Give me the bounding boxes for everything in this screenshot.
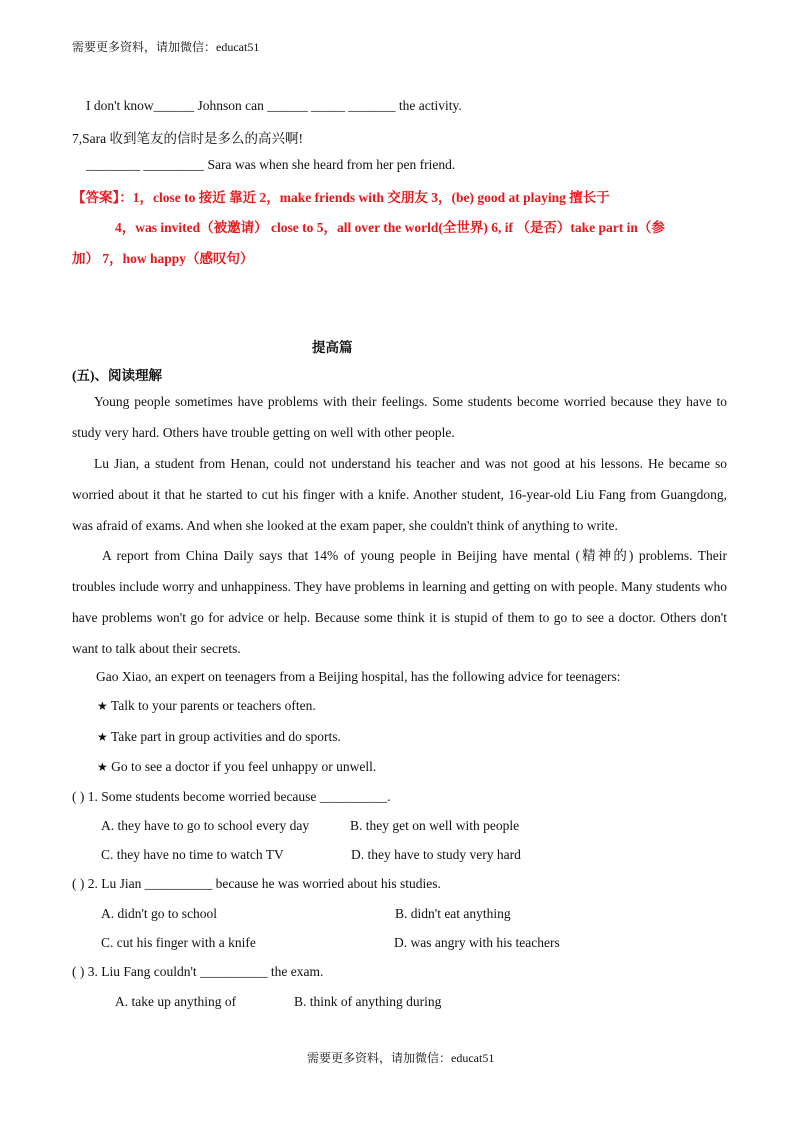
star-icon: ★ [97, 760, 108, 774]
answer-key-line-3: 加） 7，how happy（感叹句） [72, 251, 254, 266]
section-title: 提高篇 [312, 340, 353, 355]
question-1-option-d: D. they have to study very hard [351, 847, 521, 862]
question-3-stem: ( ) 3. Liu Fang couldn't __________ the exam. [72, 964, 324, 979]
question-1-option-b: B. they get on well with people [350, 818, 520, 833]
paragraph-text: A report from China Daily says that 14% of young people in Beijing have mental (精神的) problems. Their troubles include worry and unhappiness. They have problems in learning and getting on with people. Many students who have problems won't go for advice or help. Because some think it is stupid of them to go to see a doctor. Others don't want to talk about their secrets. [72, 548, 727, 656]
passage-paragraph-2 [72, 448, 727, 541]
question-2-option-c: C. cut his finger with a knife [101, 935, 256, 950]
paragraph-text: Lu Jian, a student from Henan, could not understand his teacher and was not good at his lessons. He became so worried about it that he started to cut his finger with a knife. Another student, 16-year-old Liu Fang from Guangdong, was afraid of exams. And when she looked at the exam paper, she couldn't think of anything to write. [72, 456, 727, 533]
star-icon: ★ [97, 730, 108, 744]
passage-paragraph-1 [72, 386, 727, 448]
passage-paragraph-3 [72, 540, 727, 664]
question-3-option-b: B. think of anything during [294, 994, 442, 1009]
fill-blank-line-6: I don't know______ Johnson can ______ _____ _______ the activity. [86, 98, 462, 113]
question-2-option-a: A. didn't go to school [101, 906, 218, 921]
paragraph-text: Young people sometimes have problems with their feelings. Some students become worried because they have to study very hard. Others have trouble getting on well with other people. [72, 394, 727, 440]
fill-blank-prompt-7: 7,Sara 收到笔友的信时是多么的高兴啊! [72, 131, 303, 146]
answer-key-line-2: 4，was invited（被邀请） close to 5，all over the world(全世界) 6, if （是否）take part in（参 [115, 220, 665, 235]
bullet-text: Talk to your parents or teachers often. [110, 698, 316, 713]
advice-bullet-1 [97, 698, 316, 714]
question-2-option-d: D. was angry with his teachers [394, 935, 560, 950]
advice-bullet-3 [97, 759, 376, 775]
page-footer: 需要更多资料，请加微信：educat51 [307, 1051, 495, 1065]
question-1-option-c: C. they have no time to watch TV [101, 847, 284, 862]
question-2-stem: ( ) 2. Lu Jian __________ because he was worried about his studies. [72, 876, 441, 891]
question-3-option-a: A. take up anything of [115, 994, 237, 1009]
question-2-option-b: B. didn't eat anything [395, 906, 511, 921]
page-header: 需要更多资料，请加微信：educat51 [72, 40, 260, 54]
fill-blank-line-7: ________ _________ Sara was when she heard from her pen friend. [86, 157, 456, 172]
section-subtitle: (五)、阅读理解 [72, 368, 162, 383]
question-1-stem: ( ) 1. Some students become worried because __________. [72, 789, 391, 804]
advice-bullet-2 [97, 729, 341, 745]
question-1-option-a: A. they have to go to school every day [101, 818, 310, 833]
answer-key-line-1: 【答案】：1，close to 接近 靠近 2，make friends with 交朋友 3，(be) good at playing 擅长于 [72, 190, 610, 205]
star-icon: ★ [97, 699, 108, 713]
passage-paragraph-4: Gao Xiao, an expert on teenagers from a Beijing hospital, has the following advice for teenagers: [96, 669, 621, 684]
bullet-text: Take part in group activities and do sports. [110, 729, 341, 744]
bullet-text: Go to see a doctor if you feel unhappy or unwell. [111, 759, 377, 774]
